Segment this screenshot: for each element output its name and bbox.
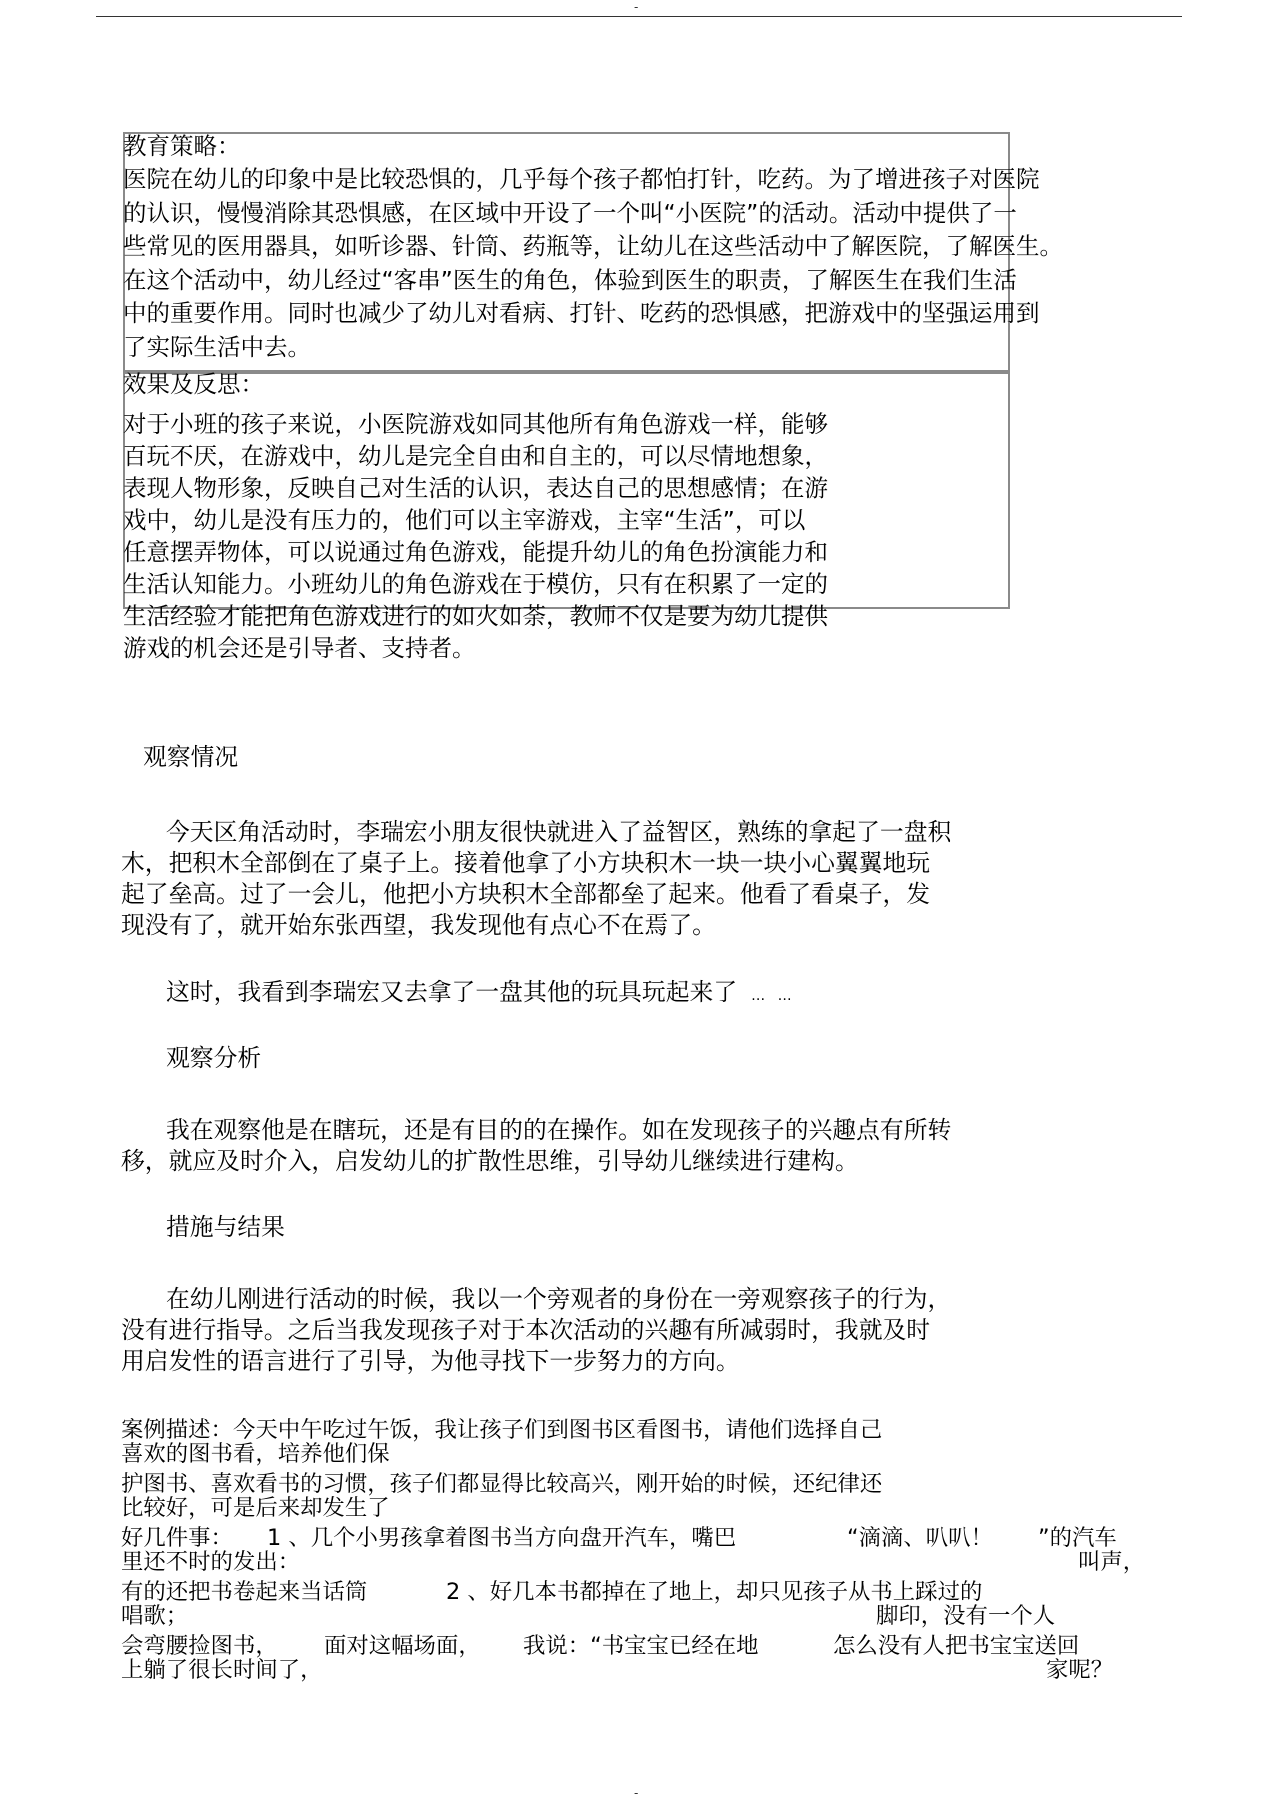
- strategy-line-5: 中的重要作用。同时也减少了幼儿对看病、打针、吃药的恐惧感，把游戏中的坚强运用到: [123, 299, 1040, 327]
- case-line-9a: 会弯腰捡图书，: [121, 1633, 278, 1659]
- reflection-line-7: 生活经验才能把角色游戏进行的如火如荼，教师不仅是要为幼儿提供: [123, 602, 828, 630]
- footer-mark: -: [634, 1786, 639, 1800]
- strategy-line-4: 在这个活动中，幼儿经过“客串”医生的角色，体验到医生的职责，了解医生在我们生活: [123, 266, 1017, 294]
- strategy-line-1: 医院在幼儿的印象中是比较恐惧的，几乎每个孩子都怕打针，吃药。为了增进孩子对医院: [123, 165, 1040, 193]
- reflection-line-3: 表现人物形象，反映自己对生活的认识，表达自己的思想感情；在游: [123, 474, 828, 502]
- header-mark: -: [634, 0, 639, 14]
- reflection-line-1: 对于小班的孩子来说，小医院游戏如同其他所有角色游戏一样，能够: [123, 410, 828, 438]
- case-line-1: 案例描述：今天中午吃过午饭，我让孩子们到图书区看图书，请他们选择自己: [121, 1417, 883, 1443]
- case-line-8b: 脚印，没有一个人: [876, 1603, 1056, 1629]
- analysis-line-2: 移，就应及时介入，启发幼儿的扩散性思维，引导幼儿继续进行建构。: [121, 1147, 859, 1175]
- observation-line-5-text: 这时，我看到李瑞宏又去拿了一盘其他的玩具玩起来了: [166, 978, 738, 1006]
- measures-line-1: 在幼儿刚进行活动的时候，我以一个旁观者的身份在一旁观察孩子的行为，: [166, 1285, 952, 1313]
- case-line-10b: 家呢？: [1046, 1657, 1114, 1683]
- strategy-line-2: 的认识，慢慢消除其恐惧感，在区域中开设了一个叫“小医院”的活动。活动中提供了一: [123, 199, 1017, 227]
- strategy-title: 教育策略：: [123, 132, 241, 160]
- case-line-5b: 1 、几个小男孩拿着图书当方向盘开汽车，嘴巴: [267, 1525, 737, 1551]
- case-line-4: 比较好，可是后来却发生了: [121, 1495, 390, 1521]
- measures-line-2: 没有进行指导。之后当我发现孩子对于本次活动的兴趣有所减弱时，我就及时: [121, 1316, 931, 1344]
- observation-line-4: 现没有了，就开始东张西望，我发现他有点心不在焉了。: [121, 911, 716, 939]
- case-line-5c: “滴滴、叭叭！: [847, 1525, 993, 1551]
- case-line-3: 护图书、喜欢看书的习惯，孩子们都显得比较高兴，刚开始的时候，还纪律还: [121, 1471, 883, 1497]
- case-line-6b: 叫声，: [1078, 1549, 1146, 1575]
- case-line-10a: 上躺了很长时间了，: [121, 1657, 323, 1683]
- reflection-line-4: 戏中，幼儿是没有压力的，他们可以主宰游戏，主宰“生活”，可以: [123, 506, 806, 534]
- case-line-2: 喜欢的图书看，培养他们保: [121, 1441, 390, 1467]
- observation-line-2: 木，把积木全部倒在了桌子上。接着他拿了小方块积木一块一块小心翼翼地玩: [121, 849, 931, 877]
- case-line-9c: 我说：“书宝宝已经在地: [523, 1633, 759, 1659]
- case-line-9d: 怎么没有人把书宝宝送回: [833, 1633, 1080, 1659]
- observation-heading: 观察情况: [143, 743, 239, 771]
- case-line-6a: 里还不时的发出：: [121, 1549, 301, 1575]
- case-line-5a: 好几件事：: [121, 1525, 233, 1551]
- reflection-line-5: 任意摆弄物体，可以说通过角色游戏，能提升幼儿的角色扮演能力和: [123, 538, 828, 566]
- reflection-line-8: 游戏的机会还是引导者、支持者。: [123, 634, 476, 662]
- measures-heading: 措施与结果: [166, 1213, 285, 1241]
- reflection-line-6: 生活认知能力。小班幼儿的角色游戏在于模仿，只有在积累了一定的: [123, 570, 828, 598]
- measures-line-3: 用启发性的语言进行了引导，为他寻找下一步努力的方向。: [121, 1347, 740, 1375]
- case-line-9b: 面对这幅场面，: [324, 1633, 481, 1659]
- case-line-5d: ”的汽车: [1038, 1525, 1117, 1551]
- observation-ellipsis: … …: [751, 988, 796, 1004]
- strategy-line-3: 些常见的医用器具，如听诊器、针筒、药瓶等，让幼儿在这些活动中了解医院，了解医生。: [123, 232, 1063, 260]
- analysis-line-1: 我在观察他是在瞎玩，还是有目的的在操作。如在发现孩子的兴趣点有所转: [166, 1116, 952, 1144]
- case-line-8a: 唱歌；: [121, 1603, 189, 1629]
- header-rule: [96, 16, 1182, 17]
- case-line-7b: 2 、好几本书都掉在了地上，却只见孩子从书上踩过的: [446, 1579, 983, 1605]
- case-line-7a: 有的还把书卷起来当话筒: [121, 1579, 368, 1605]
- strategy-line-6: 了实际生活中去。: [123, 333, 311, 361]
- observation-line-3: 起了垒高。过了一会儿，他把小方块积木全部都垒了起来。他看了看桌子，发: [121, 880, 931, 908]
- observation-line-5: [166, 977, 796, 1013]
- observation-line-1: 今天区角活动时，李瑞宏小朋友很快就进入了益智区，熟练的拿起了一盘积: [166, 818, 952, 846]
- reflection-title: 效果及反思：: [123, 370, 264, 398]
- reflection-line-2: 百玩不厌，在游戏中，幼儿是完全自由和自主的，可以尽情地想象，: [123, 442, 828, 470]
- analysis-heading: 观察分析: [166, 1044, 262, 1072]
